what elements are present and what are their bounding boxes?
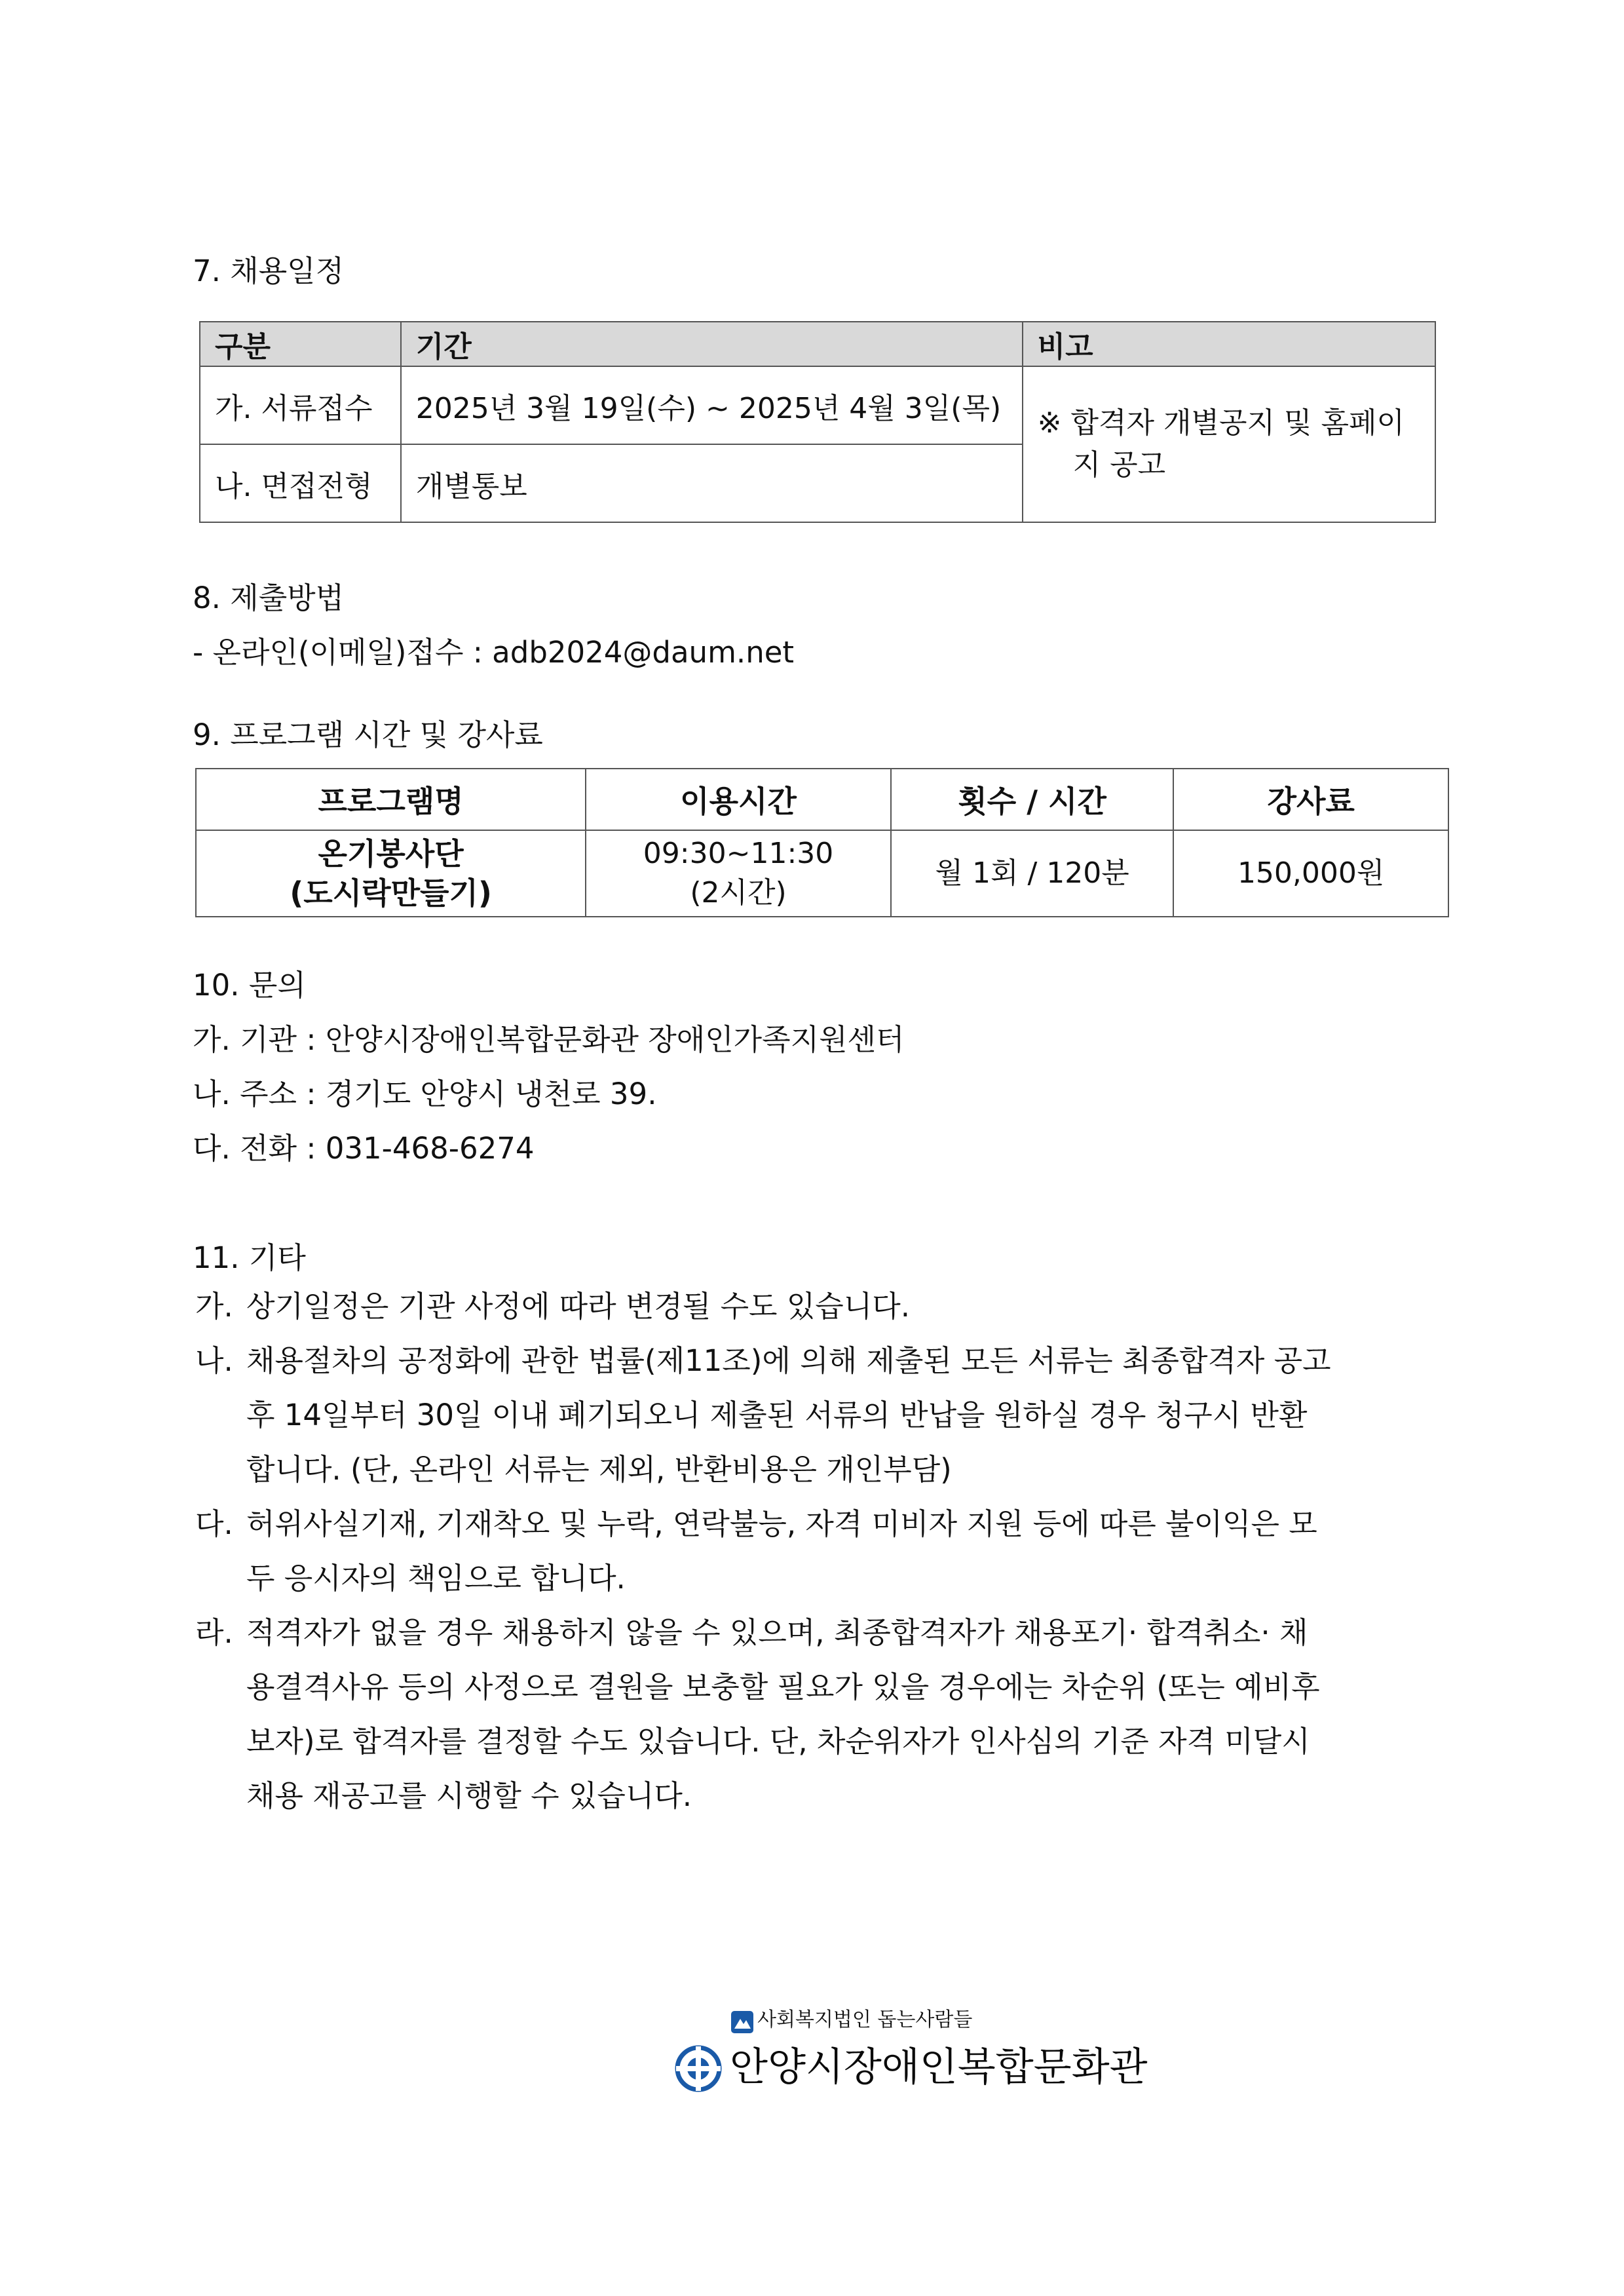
section-heading-schedule: 7. 채용일정 xyxy=(193,254,345,288)
section-heading-program: 9. 프로그램 시간 및 강사료 xyxy=(193,718,543,752)
list-item-label: 다. xyxy=(195,1506,233,1541)
center-name: 안양시장애인복합문화관 xyxy=(730,2044,1148,2090)
list-item-label: 라. xyxy=(195,1615,233,1650)
list-item xyxy=(195,1605,1440,1813)
list-item-line: 채용절차의 공정화에 관한 법률(제11조)에 의해 제출된 모든 서류는 최종합격자 공고 xyxy=(246,1343,1331,1378)
list-item-line: 합니다. (단, 온라인 서류는 제외, 반환비용은 개인부담) xyxy=(246,1452,952,1487)
footer-logo xyxy=(675,2007,1148,2105)
list-item-content xyxy=(246,1279,1439,1333)
program-name-line: (도시락만들기) xyxy=(290,875,492,911)
inquiry-item: 다. 전화 : 031-468-6274 xyxy=(193,1131,535,1166)
foundation-logo-icon xyxy=(731,2011,753,2033)
list-item-line: 두 응시자의 책임으로 합니다. xyxy=(246,1561,626,1596)
list-item-line: 적격자가 없을 경우 채용하지 않을 수 있으며, 최종합격자가 채용포기· 합격취소· 채 xyxy=(246,1615,1308,1650)
table-header-cell: 비고 xyxy=(1023,322,1435,366)
table-row xyxy=(200,366,1435,444)
table-cell-period: 개별통보 xyxy=(401,444,1023,522)
section-heading-submission: 8. 제출방법 xyxy=(193,581,345,615)
table-header-cell: 구분 xyxy=(200,322,401,366)
note-line: ※ 합격자 개별공지 및 홈페이 xyxy=(1037,406,1405,440)
list-item-line: 후 14일부터 30일 이내 폐기되오니 제출된 서류의 반납을 원하실 경우 청구시 반환 xyxy=(246,1398,1308,1432)
table-header-cell: 기간 xyxy=(401,322,1023,366)
time-line: (2시간) xyxy=(690,876,787,909)
list-item-line: 용결격사유 등의 사정으로 결원을 보충할 필요가 있을 경우에는 차순위 (또는 예비후 xyxy=(246,1670,1320,1704)
list-item-line: 채용 재공고를 시행할 수 있습니다. xyxy=(246,1778,692,1813)
schedule-table xyxy=(199,321,1436,523)
table-cell-category: 나. 면접전형 xyxy=(200,444,401,522)
program-table xyxy=(195,768,1449,917)
list-item-line: 허위사실기재, 기재착오 및 누락, 연락불능, 자격 미비자 지원 등에 따른 불이익은 모 xyxy=(246,1506,1317,1541)
list-item-label: 가. xyxy=(195,1289,233,1324)
table-header-row xyxy=(200,322,1435,366)
table-cell-category: 가. 서류접수 xyxy=(200,366,401,444)
table-cell-period: 2025년 3월 19일(수) ~ 2025년 4월 3일(목) xyxy=(401,366,1023,444)
table-header-cell: 프로그램명 xyxy=(196,769,586,830)
foundation-name: 사회복지법인 돕는사람들 xyxy=(757,2008,973,2031)
table-cell-count: 월 1회 / 120분 xyxy=(891,830,1173,917)
list-item-content xyxy=(246,1605,1439,1823)
list-item-line: 상기일정은 기관 사정에 따라 변경될 수도 있습니다. xyxy=(246,1289,911,1324)
list-item-content xyxy=(246,1497,1439,1605)
list-item xyxy=(195,1497,1440,1596)
table-header-cell: 강사료 xyxy=(1173,769,1448,830)
inquiry-item: 가. 기관 : 안양시장애인복합문화관 장애인가족지원센터 xyxy=(193,1022,905,1057)
table-cell-fee: 150,000원 xyxy=(1173,830,1448,917)
table-row xyxy=(196,830,1448,917)
center-logo-icon xyxy=(675,2045,722,2092)
list-item-content xyxy=(246,1333,1439,1497)
table-cell-note xyxy=(1023,366,1435,522)
table-cell-time xyxy=(586,830,891,917)
section-heading-inquiry: 10. 문의 xyxy=(193,968,306,1003)
table-header-cell: 이용시간 xyxy=(586,769,891,830)
submission-method: - 온라인(이메일)접수 : adb2024@daum.net xyxy=(193,635,795,670)
time-line: 09:30~11:30 xyxy=(643,837,834,870)
table-cell-program-name xyxy=(196,830,586,917)
note-line: 지 공고 xyxy=(1072,448,1166,482)
program-name-line: 온기봉사단 xyxy=(318,836,464,871)
list-item-line: 보자)로 합격자를 결정할 수도 있습니다. 단, 차순위자가 인사심의 기준 자격 미달시 xyxy=(246,1724,1310,1759)
list-item xyxy=(195,1279,1440,1333)
list-item-label: 나. xyxy=(195,1343,233,1378)
inquiry-item: 나. 주소 : 경기도 안양시 냉천로 39. xyxy=(193,1077,657,1111)
table-header-row xyxy=(196,769,1448,830)
section-heading-etc: 11. 기타 xyxy=(193,1240,306,1275)
table-header-cell: 횟수 / 시간 xyxy=(891,769,1173,830)
list-item xyxy=(195,1333,1440,1487)
